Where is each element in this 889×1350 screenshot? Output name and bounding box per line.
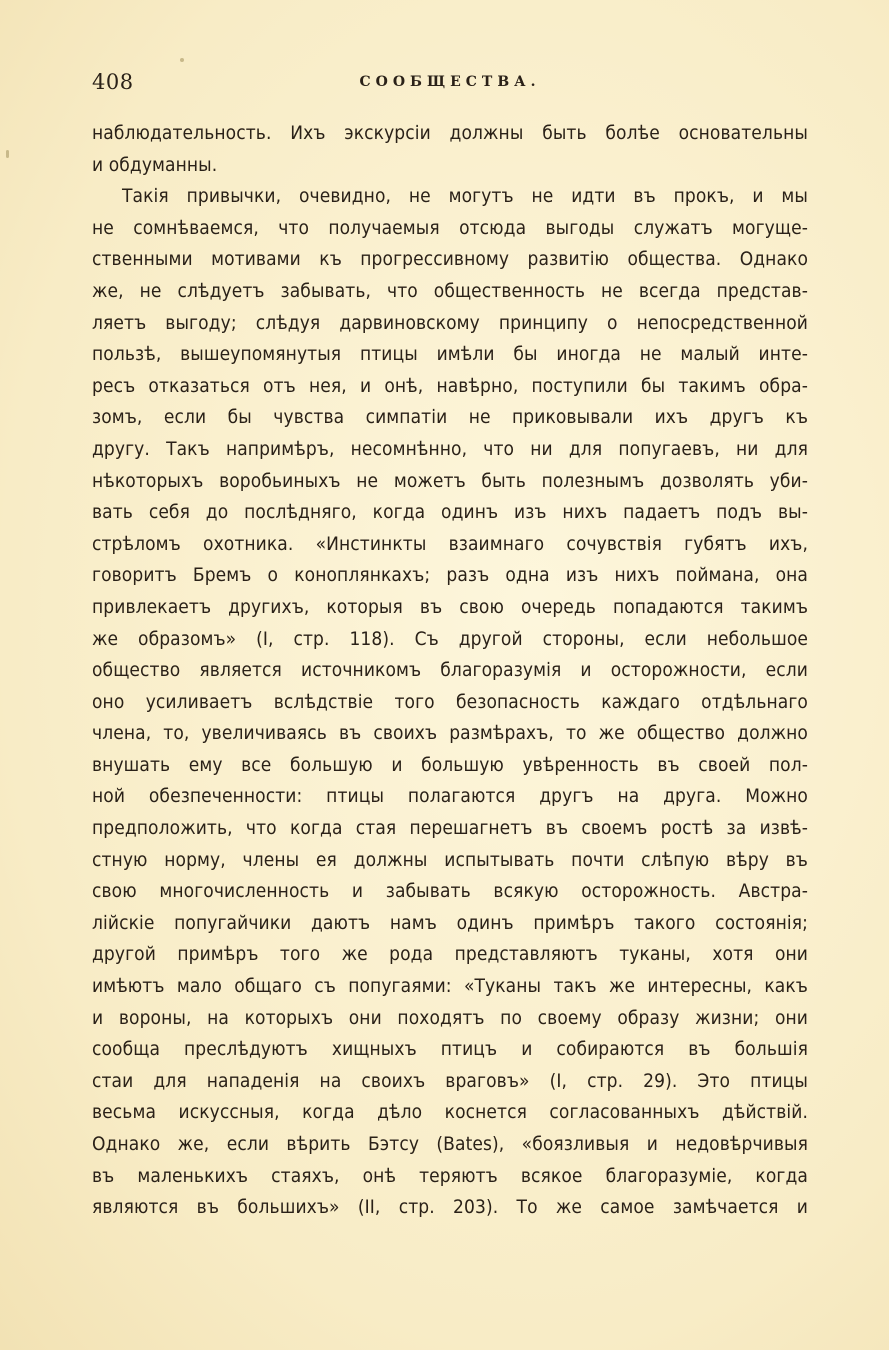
running-title: СООБЩЕСТВА. [359, 74, 541, 90]
text-line: стрѣломъ охотника. «Инстинкты взаимнаго сочувствія губятъ ихъ, [92, 532, 808, 555]
paper-speck [6, 150, 9, 158]
text-line: члена, то, увеличиваясь въ своихъ размѣрахъ, то же общество должно [92, 722, 808, 745]
text-line: весьма искуссныя, когда дѣло коснется согласованныхъ дѣйствій. [92, 1101, 808, 1124]
text-line: привлекаетъ другихъ, которыя въ свою очередь попадаются такимъ [92, 595, 808, 618]
book-page [92, 70, 808, 1224]
page-number: 408 [92, 70, 134, 94]
body-text [92, 118, 808, 1224]
text-line: имѣютъ мало общаго съ попугаями: «Туканы такъ же интересны, какъ [92, 975, 808, 998]
text-line: ляетъ выгоду; слѣдуя дарвиновскому принципу о непосредственной [92, 311, 808, 334]
paper-speck [180, 58, 184, 62]
text-line: другой примѣръ того же рода представляютъ туканы, хотя они [92, 943, 808, 966]
text-line: пользѣ, вышеупомянутыя птицы имѣли бы иногда не малый инте- [92, 343, 808, 366]
text-line: оно усиливаетъ вслѣдствіе того безопасность каждаго отдѣльнаго [92, 690, 808, 713]
text-line: въ маленькихъ стаяхъ, онѣ теряютъ всякое благоразуміе, когда [92, 1164, 808, 1187]
text-line: другу. Такъ напримѣръ, несомнѣнно, что ни для попугаевъ, ни для [92, 437, 808, 460]
text-line: предположить, что когда стая перешагнетъ въ своемъ ростѣ за извѣ- [92, 817, 808, 840]
text-line: свою многочисленность и забывать всякую осторожность. Австра- [92, 880, 808, 903]
text-line: нѣкоторыхъ воробьиныхъ не можетъ быть полезнымъ дозволять уби- [92, 469, 808, 492]
text-line: же образомъ» (I, стр. 118). Съ другой стороны, если небольшое [92, 627, 808, 650]
text-line: же, не слѣдуетъ забывать, что общественность не всегда представ- [92, 279, 808, 302]
text-line: зомъ, если бы чувства симпатіи не приковывали ихъ другъ къ [92, 406, 808, 429]
text-line: и обдуманны. [92, 153, 218, 176]
text-line: Однако же, если вѣрить Бэтсу (Bates), «боязливыя и недовѣрчивыя [92, 1133, 808, 1155]
text-line: стную норму, члены ея должны испытывать почти слѣпую вѣру въ [92, 848, 808, 871]
running-head [92, 70, 808, 106]
text-line: стаи для нападенія на своихъ враговъ» (I, стр. 29). Это птицы [92, 1069, 808, 1092]
text-line: лійскіе попугайчики даютъ намъ одинъ примѣръ такого состоянія; [92, 911, 808, 934]
text-line: наблюдательность. Ихъ экскурсіи должны быть болѣе основательны [92, 122, 808, 144]
text-line: ресъ отказаться отъ нея, и онѣ, навѣрно, поступили бы такимъ обра- [92, 374, 808, 397]
text-line: являются въ большихъ» (II, стр. 203). То же самое замѣчается и [92, 1196, 808, 1219]
text-line: и вороны, на которыхъ они походятъ по своему образу жизни; они [92, 1006, 808, 1029]
paragraph-first-line: Такія привычки, очевидно, не могутъ не идти въ прокъ, и мы [122, 185, 808, 208]
text-line: общество является источникомъ благоразумія и осторожности, если [92, 659, 808, 682]
text-line: говоритъ Бремъ о коноплянкахъ; разъ одна изъ нихъ поймана, она [92, 564, 808, 587]
text-line: внушать ему все большую и большую увѣренность въ своей пол- [92, 753, 808, 776]
text-line: вать себя до послѣдняго, когда одинъ изъ нихъ падаетъ подъ вы- [92, 501, 808, 524]
text-line: ственными мотивами къ прогрессивному развитію общества. Однако [92, 248, 808, 271]
text-line: ной обезпеченности: птицы полагаются другъ на друга. Можно [92, 785, 808, 808]
text-line: сообща преслѣдуютъ хищныхъ птицъ и собираются въ большія [92, 1038, 808, 1061]
text-line: не сомнѣваемся, что получаемыя отсюда выгоды служатъ могуще- [92, 216, 808, 239]
